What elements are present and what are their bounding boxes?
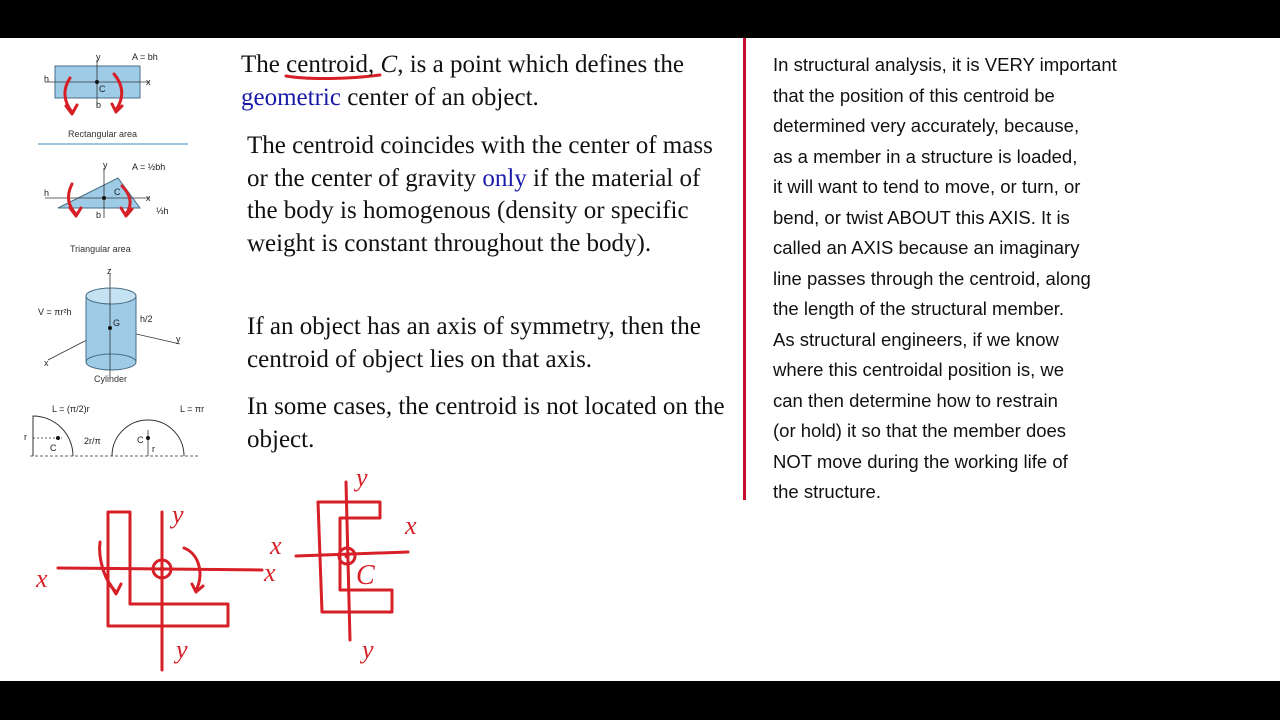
tri-b-label: b: [96, 210, 102, 220]
channel-y-top-label: y: [356, 463, 368, 492]
rect-x-label: x: [146, 77, 151, 87]
center-of-mass-paragraph: [247, 130, 737, 260]
arc-figures: [24, 404, 204, 456]
tri-caption: Triangular area: [70, 244, 131, 254]
geometric-word: geometric: [241, 83, 341, 111]
angle-section-sketch: [35, 500, 276, 670]
channel-x-left-label: x: [270, 531, 282, 560]
notes-line: NOT move during the working life of: [773, 450, 1068, 472]
notes-line: In structural analysis, it is VERY important: [773, 54, 1117, 75]
arc2-r-label: r: [152, 444, 155, 454]
arc-half-formula: L = πr: [180, 404, 205, 414]
cyl-z-label: z: [107, 266, 112, 276]
channel-x-right-label: x: [405, 511, 417, 540]
intro-rest: , is a point which defines the: [397, 51, 684, 78]
arc1-c-label: C: [50, 443, 57, 453]
tri-third-h-label: ⅓h: [156, 206, 169, 216]
tri-y-label: y: [103, 160, 108, 170]
angle-x-right-label: x: [264, 558, 276, 587]
mass-before: The centroid coincides with the center of mass or the center of gravity: [247, 132, 713, 192]
rectangular-area-figure: [38, 52, 188, 144]
cyl-x-label: x: [44, 358, 49, 368]
cyl-y-label: y: [176, 334, 181, 344]
centroid-symbol: C: [380, 51, 398, 78]
channel-section-sketch: [269, 463, 417, 664]
cyl-half-h-label: h/2: [140, 314, 153, 324]
notes-line: the structure.: [773, 481, 881, 502]
triangular-area-figure: [44, 160, 169, 254]
red-divider-line: [743, 38, 746, 500]
notes-line: that the position of this centroid be: [773, 84, 1055, 106]
notes-line: line passes through the centroid, along: [773, 267, 1091, 289]
rect-b-label: b: [96, 100, 102, 110]
tri-x-label: x: [146, 193, 151, 203]
intro-sep: ,: [368, 51, 381, 78]
cyl-g-label: G: [113, 318, 121, 328]
notes-line: can then determine how to restrain: [773, 389, 1058, 411]
centroid-definition: [241, 49, 736, 114]
tri-c-label: C: [114, 187, 121, 197]
notes-line: where this centroidal position is, we: [773, 359, 1065, 380]
rect-c-label: C: [99, 84, 106, 94]
rect-caption: Rectangular area: [68, 129, 138, 139]
arc-quarter-formula: L = (π/2)r: [52, 404, 90, 414]
rect-area-formula: A = bh: [132, 52, 158, 62]
centroid-term: centroid: [286, 51, 369, 78]
cyl-caption: Cylinder: [94, 374, 128, 384]
rect-y-label: y: [96, 52, 101, 62]
notes-line: the length of the structural member.: [773, 298, 1065, 319]
rect-h-label: h: [44, 74, 50, 84]
arc1-dist-label: 2r/π: [84, 436, 101, 446]
structural-notes: [773, 50, 1243, 508]
channel-c-label: C: [356, 560, 375, 591]
only-word: only: [482, 164, 527, 192]
notes-line: As structural engineers, if we know: [773, 328, 1059, 350]
tri-area-formula: A = ½bh: [132, 162, 166, 172]
notes-line: as a member in a structure is loaded,: [773, 145, 1078, 167]
arc2-c-label: C: [137, 435, 144, 445]
cyl-volume-formula: V = πr²h: [38, 307, 72, 317]
angle-y-bottom-label: y: [176, 635, 188, 664]
intro-end: center of an object.: [340, 83, 539, 111]
notes-line: called an AXIS because an imaginary: [773, 237, 1080, 258]
cylinder-figure: [38, 266, 181, 384]
notes-line: determined very accurately, because,: [773, 115, 1080, 136]
off-object-paragraph: In some cases, the centroid is not located on the object.: [247, 393, 725, 453]
symmetry-paragraph: If an object has an axis of symmetry, then the centroid of object lies on that axis.: [247, 313, 701, 373]
slide: [0, 38, 1280, 681]
notes-line: bend, or twist ABOUT this AXIS. It is: [773, 206, 1070, 228]
intro-prefix: The: [241, 51, 287, 78]
arc1-r-label: r: [24, 432, 27, 442]
mass-after: if the material of the body is homogenous (density or specific weight is constant throughout the body).: [247, 164, 701, 257]
notes-line: it will want to tend to move, or turn, or: [773, 176, 1081, 197]
notes-line: (or hold) it so that the member does: [773, 420, 1067, 441]
angle-y-top-label: y: [172, 500, 184, 529]
channel-y-bottom-label: y: [362, 635, 374, 664]
angle-x-left-label: x: [36, 564, 48, 593]
tri-h-label: h: [44, 188, 50, 198]
